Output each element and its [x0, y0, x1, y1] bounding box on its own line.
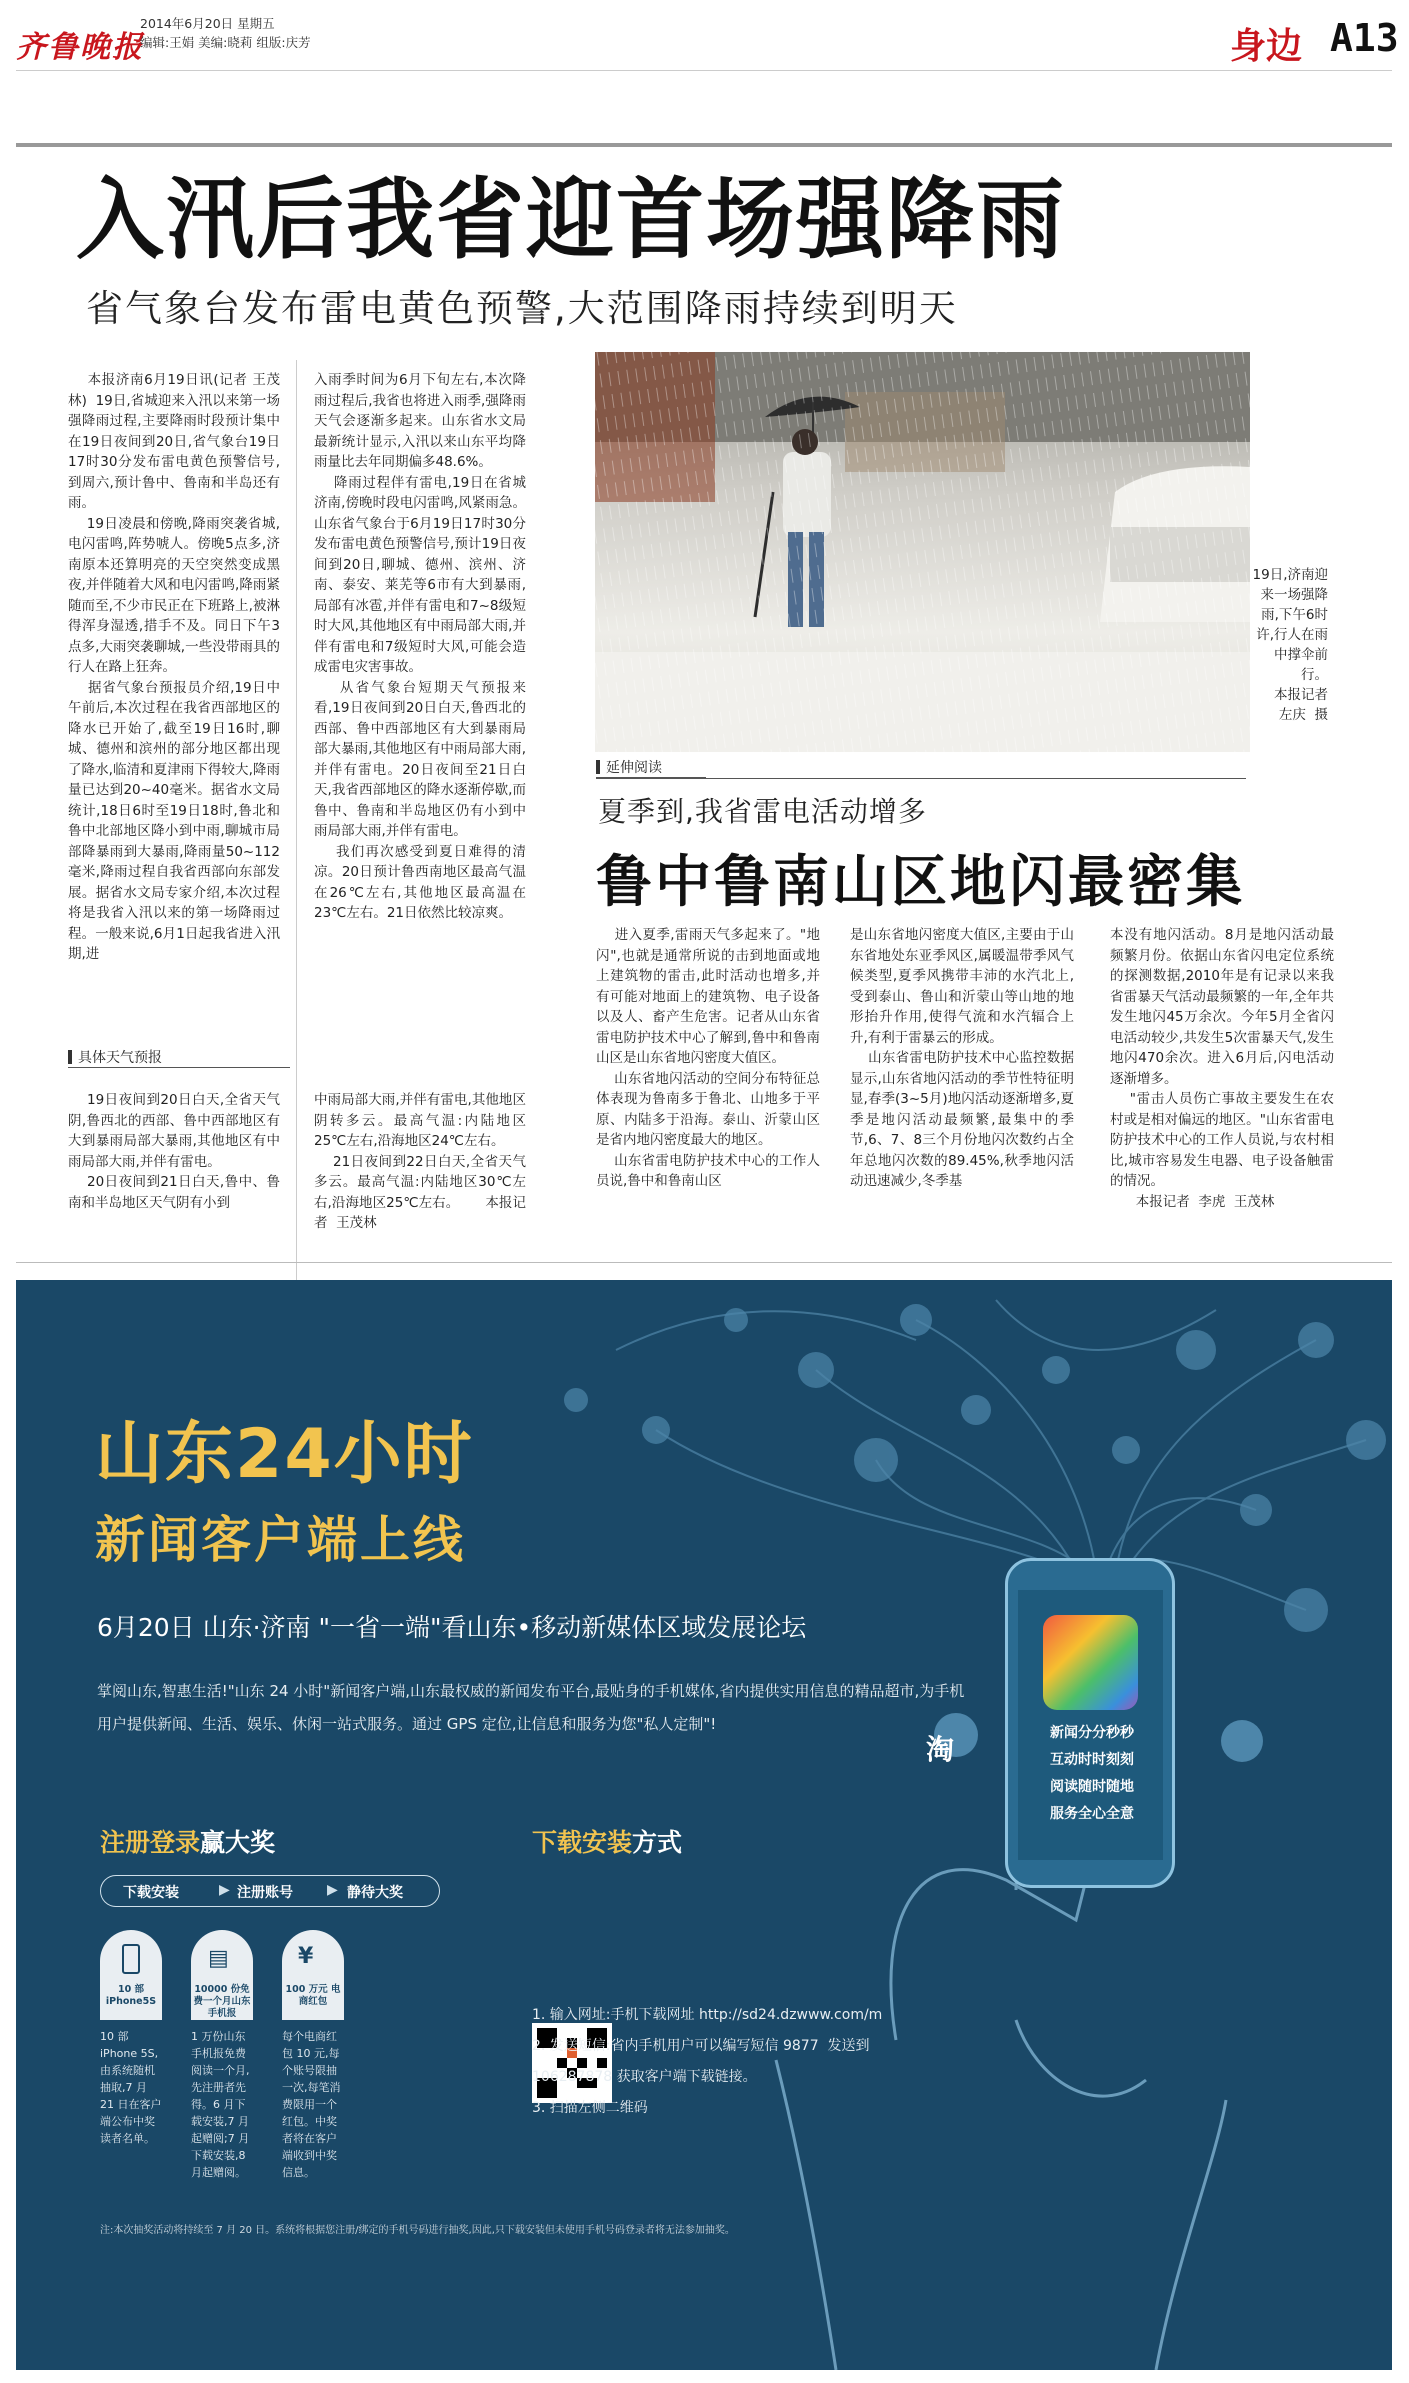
article2-headline: 鲁中鲁南山区地闪最密集: [596, 850, 1245, 915]
download-title-a: 下载安装: [532, 1828, 633, 1857]
ad-title: 山东24小时: [95, 1415, 474, 1494]
step-arrow-icon: ▶: [327, 1882, 338, 1898]
download-instructions: 1. 输入网址:手机下载网址 http://sd24.dzwww.com/m 2. 发送短信:省内手机用户可以编写短信 9877 发送到 106287878 获取客户端下载链接。 3. 扫描左侧二维码: [532, 2007, 883, 2116]
main-subhead: 省气象台发布雷电黄色预警,大范围降雨持续到明天: [86, 287, 958, 330]
forecast-tag: 具体天气预报: [68, 1047, 290, 1068]
download-title: [532, 1823, 682, 1859]
article1-col1: 本报济南6月19日讯(记者 王茂林) 19日,省城迎来入汛以来第一场强降雨过程,主要降雨时段预计集中在19日夜间到20日,省气象台19日17时30分发布雷电黄色预警信号,到周六,预计鲁中、鲁南和半岛还有雨。 19日凌晨和傍晚,降雨突袭省城,电闪雷鸣,阵势唬人。傍晚5点多,济南原本还算明亮的天空突然变成黑夜,并伴随着大风和电闪雷鸣,降雨紧随而至,不少市民正在下班路上,被淋得浑身湿透,措手不及。同日下午3点多,大雨突袭聊城,一些没带雨具的行人在路上狂奔。 据省气象台预报员介绍,19日中午前后,本次过程在我省西部地区的降水已开始了,截至19日16时,聊城、德州和滨州的部分地区都出现了降水,临清和夏津雨下得较大,降雨量已达到20~40毫米。据省水文局统计,18日6时至19日18时,鲁北和鲁中北部地区降小到中雨,聊城市局部降暴雨到大暴雨,降雨量50~112毫米,降雨过程自我省西部向东部发展。据省水文局专家介绍,本次过程将是我省入汛以来的第一场降雨过程。一般来说,6月1日起我省进入汛期,进: [68, 372, 280, 962]
article2-subhead: 夏季到,我省雷电活动增多: [598, 795, 927, 828]
prize-card-top: 10 部 iPhone5S: [100, 1930, 162, 2020]
article1-col2: 入雨季时间为6月下旬左右,本次降雨过程后,我省也将进入雨季,强降雨天气会逐渐多起来。山东省水文局最新统计显示,入汛以来山东平均降雨量比去年同期偏多48.6%。 降雨过程伴有雷电,19日在省城济南,傍晚时段电闪雷鸣,风紧雨急。山东省气象台于6月19日17时30分发布雷电黄色预警信号,预计19日夜间到20日,聊城、德州、滨州、济南、泰安、莱芜等6市有大到暴雨,局部有冰雹,并伴有雷电和7~8级短时大风,其他地区有中雨局部大雨,并伴有雷电和7级短时大风,可能会造成雷电灾害事故。 从省气象台短期天气预报来看,19日夜间到20日白天,鲁西北的西部、鲁中西部地区有大到暴雨局部大暴雨,其他地区有中雨局部大雨,并伴有雷电。20日夜间至21日白天,我省西部地区的降水逐渐停歇,而鲁中、鲁南和半岛地区仍有小到中雨局部大雨,并伴有雷电。 我们再次感受到夏日难得的清凉。20日预计鲁西南地区最高气温在26℃左右,其他地区最高温在23℃左右。21日依然比较凉爽。: [314, 372, 526, 921]
rain-scene-illustration: [595, 352, 1250, 752]
masthead-meta: [140, 14, 311, 52]
newspaper-logo: 齐鲁晚报: [16, 30, 144, 65]
date-line: 2014年6月20日 星期五: [140, 16, 275, 31]
extended-reading-rule: [596, 778, 1246, 779]
ad-description: 掌阅山东,智惠生活!"山东 24 小时"新闻客户端,山东最权威的新闻发布平台,最贴身的手机媒体,省内提供实用信息的精品超市,为手机用户提供新闻、生活、娱乐、休闲一站式服务。通过 GPS 定位,让信息和服务为您"私人定制"!: [97, 1682, 965, 1733]
lottery-note: 注:本次抽奖活动将持续至 7 月 20 日。系统将根据您注册/绑定的手机号码进行抽奖,因此,只下载安装但未使用手机号码登录者将无法参加抽奖。: [100, 2225, 735, 2236]
app-slogan: 新闻分分秒秒 互动时时刻刻 阅读随时随地 服务全心全意: [1050, 1725, 1134, 1822]
article2-col3: 本没有地闪活动。8月是地闪活动最频繁月份。依据山东省闪电定位系统的探测数据,2010年是有记录以来我省雷暴天气活动最频繁的一年,全年共发生地闪45万余次。今年5月全省闪电活动较少,共发生5次雷暴天气,发生地闪470余次。进入6月后,闪电活动逐渐增多。 "雷击人员伤亡事故主要发生在农村或是相对偏远的地区。"山东省雷电防护技术中心的工作人员说,与农村相比,城市容易发生电器、电子设备触雷的情况。 本报记者 李虎 王茂林: [1110, 927, 1334, 1210]
rain-photo: [595, 352, 1250, 752]
step-arrow-icon: ▶: [219, 1882, 230, 1898]
page-number: A13: [1330, 16, 1399, 60]
app-icon[interactable]: [1043, 1615, 1138, 1710]
article2-col2: 是山东省地闪密度大值区,主要由于山东省地处东亚季风区,属暖温带季风气候类型,夏季风携带丰沛的水汽北上,受到泰山、鲁山和沂蒙山等山地的地形抬升作用,使得气流和水汽辐合上升,有利于雷暴云的形成。 山东省雷电防护技术中心监控数据显示,山东省地闪活动的季节性特征明显,春季(3~5月)地闪活动逐渐增多,夏季是地闪活动最频繁,最集中的季节,6、7、8三个月份地闪次数约占全年总地闪次数的89.45%,秋季地闪活动迅速减少,冬季基: [850, 927, 1074, 1189]
forecast-col1: 19日夜间到20日白天,全省天气阴,鲁西北的西部、鲁中西部地区有大到暴雨局部大暴雨,其他地区有中雨局部大雨,并伴有雷电。 20日夜间到21日白天,鲁中、鲁南和半岛地区天气阴有小到: [68, 1092, 280, 1211]
section-name: 身边: [1230, 26, 1303, 67]
step-register: 注册账号: [237, 1885, 293, 1901]
ad-subtitle: 新闻客户端上线: [95, 1511, 466, 1569]
baidu-icon: [1221, 1720, 1263, 1762]
ad-event-line: 6月20日 山东·济南 "一省一端"看山东•移动新媒体区域发展论坛: [97, 1613, 807, 1642]
register-steps: [100, 1875, 440, 1907]
taobao-icon: 淘: [926, 1733, 955, 1766]
download-title-b: 方式: [632, 1828, 683, 1857]
main-headline: 入汛后我省迎首场强降雨: [76, 168, 1067, 271]
prize-card-text: 10 部 iPhone 5S,由系统随机抽取,7 月 21 日在客户端公布中奖读者名单。: [100, 2030, 162, 2145]
ad-divider: [16, 1262, 1392, 1263]
extended-reading-tag: 延伸阅读: [596, 757, 706, 778]
prize-card-top: 100 万元 电商红包: [282, 1930, 344, 2020]
step-wait: 静待大奖: [347, 1885, 403, 1901]
iphone-icon: [122, 1944, 140, 1974]
editors-line: 编辑:王娟 美编:晓莉 组版:庆芳: [140, 35, 311, 50]
prize-card-text: 每个电商红包 10 元,每个账号限抽一次,每笔消费限用一个红包。中奖者将在客户端收到中奖信息。: [282, 2030, 341, 2179]
yen-icon: ¥: [298, 1944, 314, 1969]
register-title: [100, 1823, 275, 1859]
phone-newspaper-icon: ▤: [208, 1946, 229, 1971]
register-title-b: 赢大奖: [200, 1828, 276, 1857]
prize-card-top: 10000 份免费一个月山东手机报: [191, 1930, 253, 2020]
step-download: 下载安装: [123, 1885, 179, 1901]
prize-card-text: 1 万份山东手机报免费阅读一个月,先注册者先得。6 月下载安装,7 月起赠阅;7 月下载安装,8 月起赠阅。: [191, 2030, 250, 2179]
top-rule: [16, 143, 1392, 147]
masthead-divider: [16, 70, 1392, 71]
register-title-a: 注册登录: [100, 1828, 201, 1857]
article2-col1: 进入夏季,雷雨天气多起来了。"地闪",也就是通常所说的击到地面或地上建筑物的雷击,此时活动也增多,并有可能对地面上的建筑物、电子设备以及人、畜产生危害。记者从山东省雷电防护技术中心了解到,鲁中和鲁南山区是山东省地闪密度大值区。 山东省地闪活动的空间分布特征总体表现为鲁南多于鲁北、山地多于平原、内陆多于沿海。泰山、沂蒙山区是省内地闪密度最大的地区。 山东省雷电防护技术中心的工作人员说,鲁中和鲁南山区: [596, 927, 820, 1189]
forecast-col2: 中雨局部大雨,并伴有雷电,其他地区阴转多云。最高气温:内陆地区25℃左右,沿海地区24℃左右。 21日夜间到22日白天,全省天气多云。最高气温:内陆地区30℃左右,沿海地区25℃左右。 本报记者 王茂林: [314, 1092, 526, 1231]
photo-caption: 19日,济南迎来一场强降雨,下午6时许,行人在雨中撑伞前行。 本报记者 左庆 摄: [1252, 567, 1328, 723]
